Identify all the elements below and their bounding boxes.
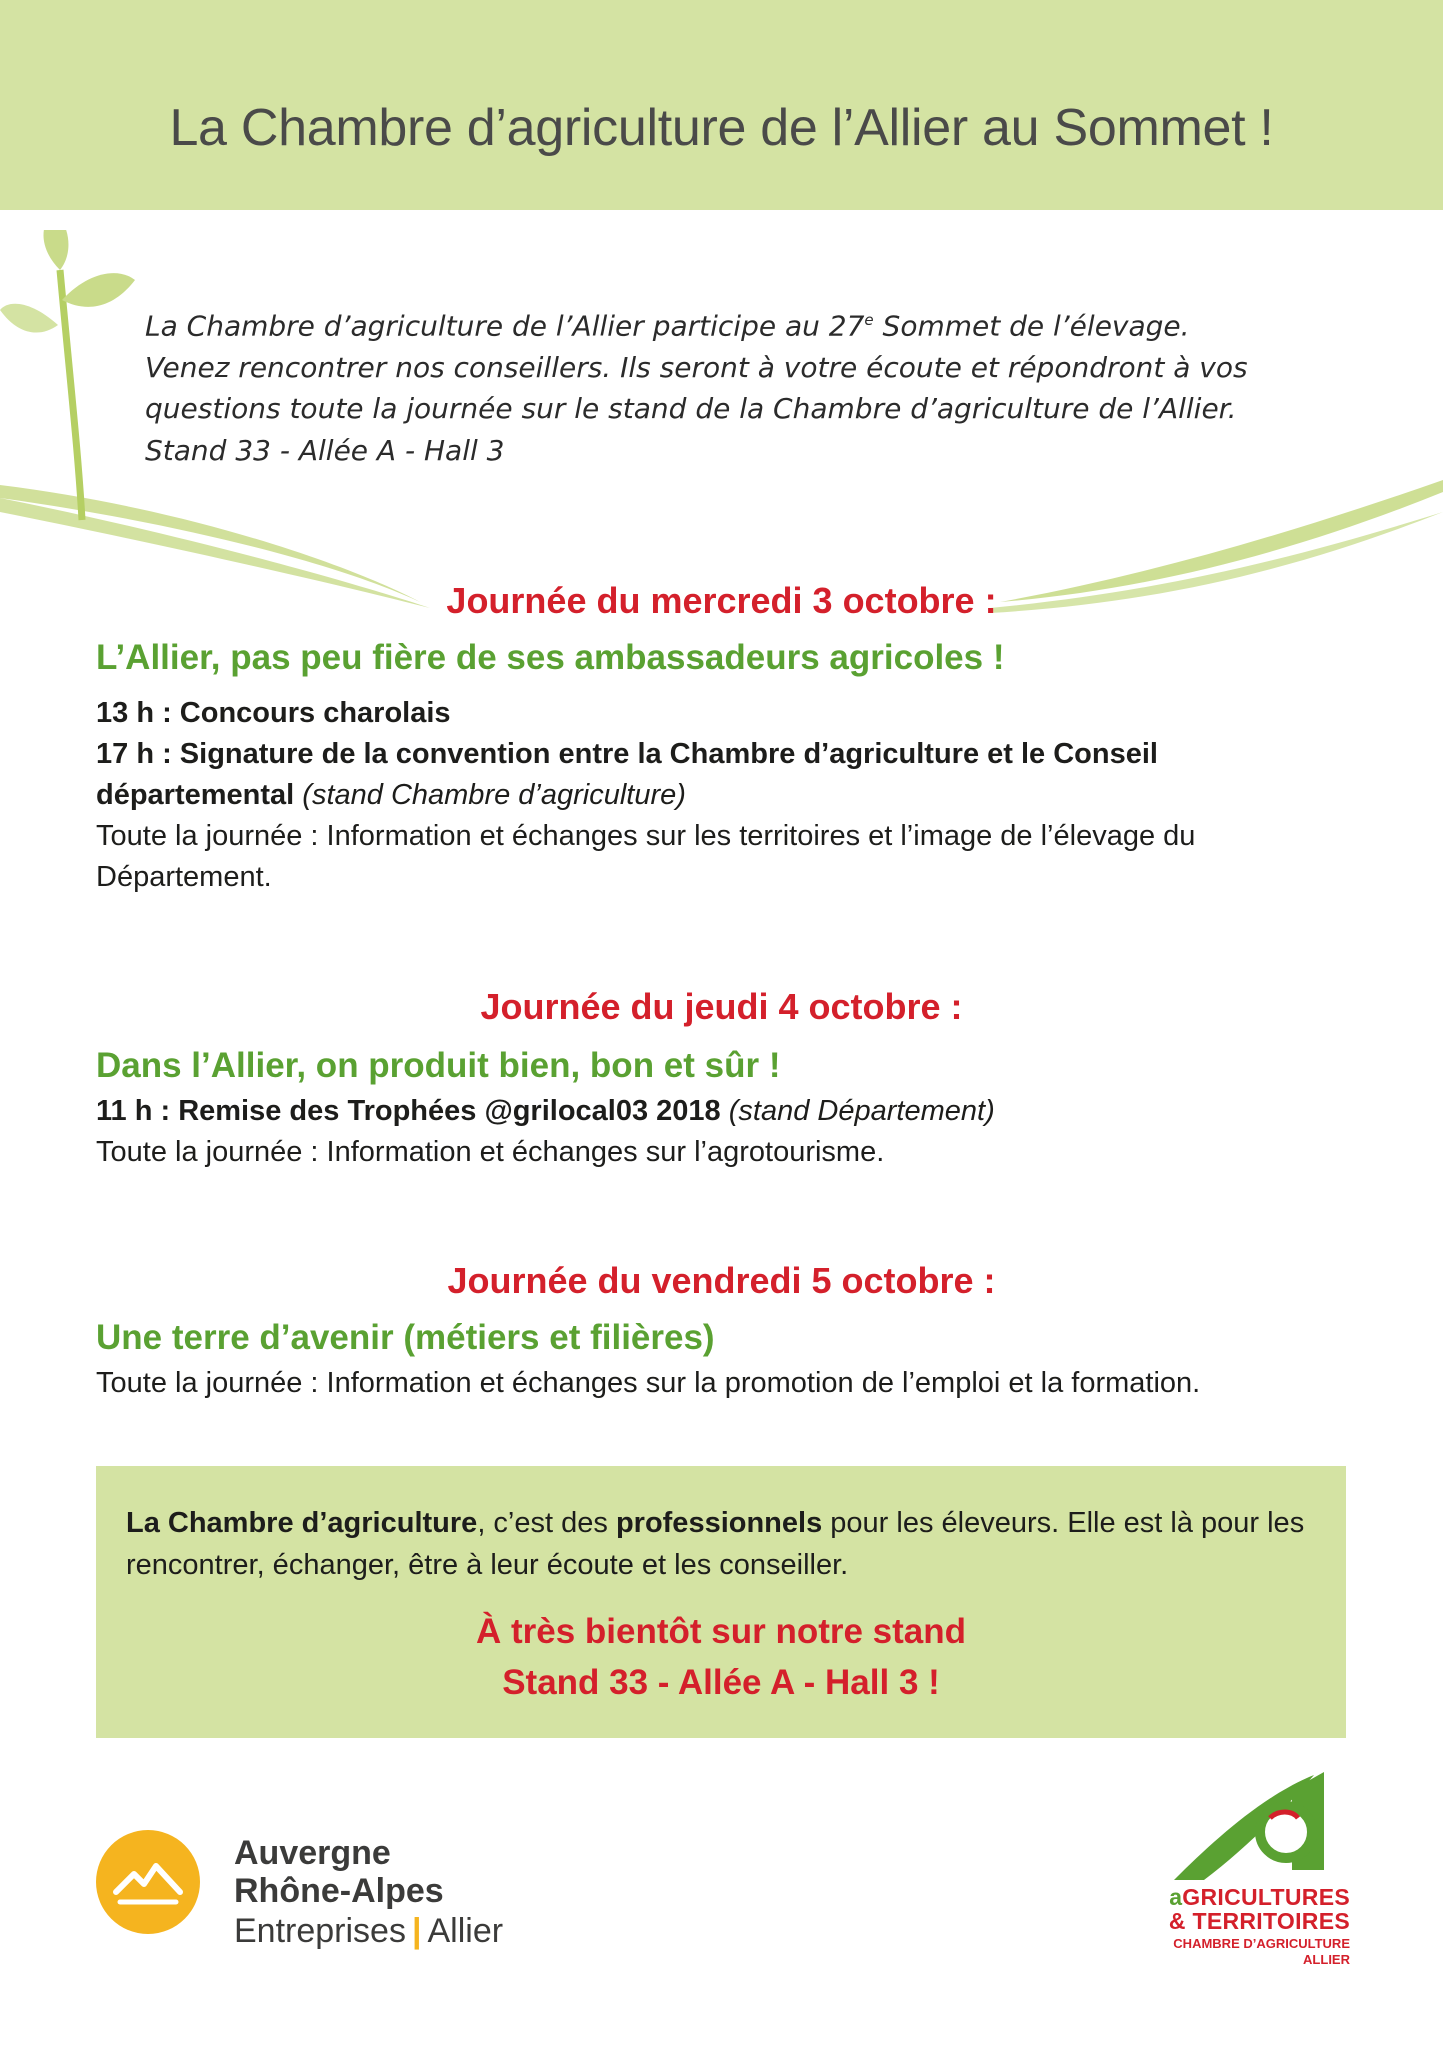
logo-left-line-2: Rhône-Alpes: [234, 1872, 444, 1910]
agriculture-a-icon: [1174, 1770, 1350, 1882]
intro-line-3: questions toute la journée sur le stand de la Chambre d’agriculture de l’Allier.: [145, 392, 1237, 426]
intro-line-2: Venez rencontrer nos conseillers. Ils seront à votre écoute et répondront à vos: [145, 350, 1248, 384]
header-banner: [0, 0, 1443, 210]
logo-left-line-1: Auvergne: [234, 1834, 391, 1872]
schedule-item: 13 h : Concours charolais: [96, 697, 451, 729]
day-1-title: Journée du mercredi 3 octobre :: [446, 580, 997, 621]
logo-right-line-1: aGRICULTURES: [1169, 1884, 1350, 1910]
day-3-schedule: [96, 1363, 1356, 1404]
day-1-schedule: [96, 693, 1356, 898]
page-title: La Chambre d’agriculture de l’Allier au Sommet !: [169, 99, 1274, 157]
cta-line-1: À très bientôt sur notre stand: [475, 1612, 967, 1651]
schedule-item: Toute la journée : Information et échanges sur l’agrotourisme.: [96, 1136, 885, 1168]
closing-box: [96, 1466, 1346, 1738]
chambre-agriculture-logo: [1150, 1770, 1350, 1985]
day-3-subtitle: Une terre d’avenir (métiers et filières): [96, 1318, 715, 1357]
schedule-item: 11 h : Remise des Trophées @grilocal03 2018 (stand Département): [96, 1095, 995, 1127]
logo-left-line-3: Entreprises | Allier: [234, 1912, 504, 1950]
day-3-title: Journée du vendredi 5 octobre :: [447, 1260, 996, 1301]
intro-line-4: Stand 33 - Allée A - Hall 3: [145, 433, 505, 467]
cta-line-2: Stand 33 - Allée A - Hall 3 !: [502, 1663, 940, 1702]
auvergne-rhone-alpes-logo: [96, 1826, 546, 1956]
closing-paragraph: La Chambre d’agriculture, c’est des professionnels pour les éleveurs. Elle est là pour les rencontrer, échanger, être à leur écoute et les conseiller.: [126, 1507, 1305, 1581]
logo-right-line-4: ALLIER: [1303, 1952, 1350, 1967]
logo-right-line-3: CHAMBRE D’AGRICULTURE: [1173, 1936, 1350, 1951]
intro-paragraph: [145, 300, 1345, 471]
closing-call-to-action: [96, 1606, 1346, 1708]
schedule-item: Toute la journée : Information et échanges sur la promotion de l’emploi et la formation.: [96, 1367, 1201, 1399]
day-1-subtitle: L’Allier, pas peu fière de ses ambassadeurs agricoles !: [96, 638, 1005, 677]
day-2-subtitle: Dans l’Allier, on produit bien, bon et sûr !: [96, 1046, 781, 1085]
mountain-icon: [96, 1830, 200, 1934]
intro-line-1: La Chambre d’agriculture de l’Allier participe au 27e Sommet de l’élevage.: [145, 309, 1190, 343]
day-2-title: Journée du jeudi 4 octobre :: [480, 986, 963, 1027]
logo-right-line-2: & TERRITOIRES: [1168, 1908, 1350, 1934]
day-2-schedule: [96, 1091, 1356, 1173]
schedule-item: Toute la journée : Information et échanges sur les territoires et l’image de l’élevage du Département.: [96, 820, 1196, 893]
schedule-item: 17 h : Signature de la convention entre la Chambre d’agriculture et le Conseil départemental (stand Chambre d’agriculture): [96, 738, 1158, 811]
